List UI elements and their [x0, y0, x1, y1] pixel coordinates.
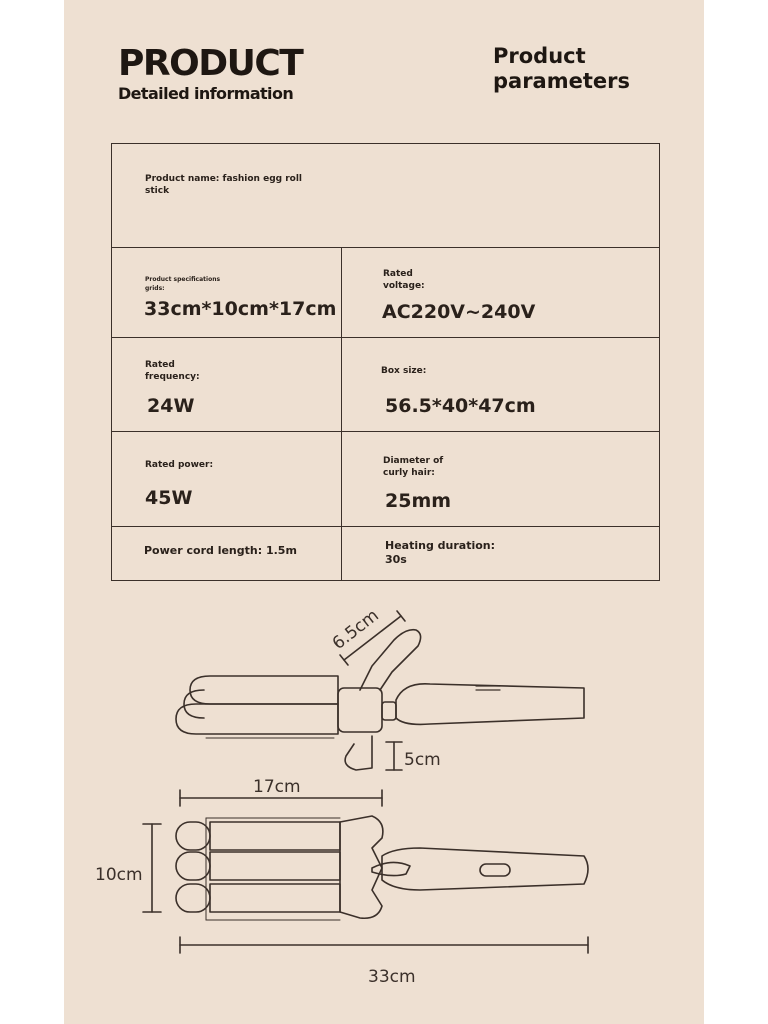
- power-label: Rated power:: [145, 460, 214, 470]
- dimension-label-total: 33cm: [368, 967, 416, 987]
- spec-label: Product specifications grids:: [145, 276, 221, 292]
- barrel-front-bottom: [210, 884, 340, 912]
- barrel-front-middle: [210, 852, 340, 880]
- barrel-top-shape: [190, 676, 338, 704]
- diameter-value: 25mm: [385, 490, 452, 512]
- dimension-label-barrel: 17cm: [253, 777, 301, 797]
- barrel-cap-top: [176, 822, 210, 850]
- product-name-label: Product name: fashion egg roll stick: [145, 174, 303, 196]
- section-heading-line1: Product: [493, 44, 586, 68]
- spec-value: 33cm*10cm*17cm: [144, 298, 337, 320]
- power-switch-shape: [480, 864, 510, 876]
- dimension-line-stand: [386, 742, 402, 770]
- heating-value: 30s: [385, 553, 407, 566]
- diameter-label: Diameter of curly hair:: [383, 456, 444, 478]
- heating-label: Heating duration:: [385, 539, 496, 552]
- page-title: PRODUCT: [118, 43, 303, 84]
- barrel-bottom-shape: [176, 704, 338, 734]
- frequency-value: 24W: [147, 395, 195, 417]
- handle-front-shape: [382, 848, 588, 890]
- voltage-label: Rated voltage:: [383, 269, 425, 291]
- dimension-line-total: [180, 937, 588, 953]
- dimension-label-stand: 5cm: [404, 750, 441, 770]
- power-value: 45W: [145, 487, 193, 509]
- cord-length-label: Power cord length: 1.5m: [144, 544, 297, 557]
- barrel-cap-bottom: [176, 884, 210, 912]
- box-size-value: 56.5*40*47cm: [385, 395, 536, 417]
- voltage-value: AC220V~240V: [382, 301, 536, 323]
- barrel-cap-middle: [176, 852, 210, 880]
- box-size-label: Box size:: [381, 366, 427, 376]
- page-subtitle: Detailed information: [118, 84, 294, 103]
- stand-shape: [345, 736, 372, 770]
- frequency-label: Rated frequency:: [145, 360, 200, 382]
- clamp-body-shape: [340, 816, 383, 918]
- dimension-label-handle: 6.5cm: [328, 605, 383, 654]
- barrel-front-top: [210, 822, 340, 850]
- neck-block-shape: [338, 688, 382, 732]
- dimension-line-height: [143, 824, 161, 912]
- dimension-label-height: 10cm: [95, 865, 143, 885]
- section-heading-line2: parameters: [493, 69, 630, 93]
- clamp-lever-shape: [360, 630, 421, 690]
